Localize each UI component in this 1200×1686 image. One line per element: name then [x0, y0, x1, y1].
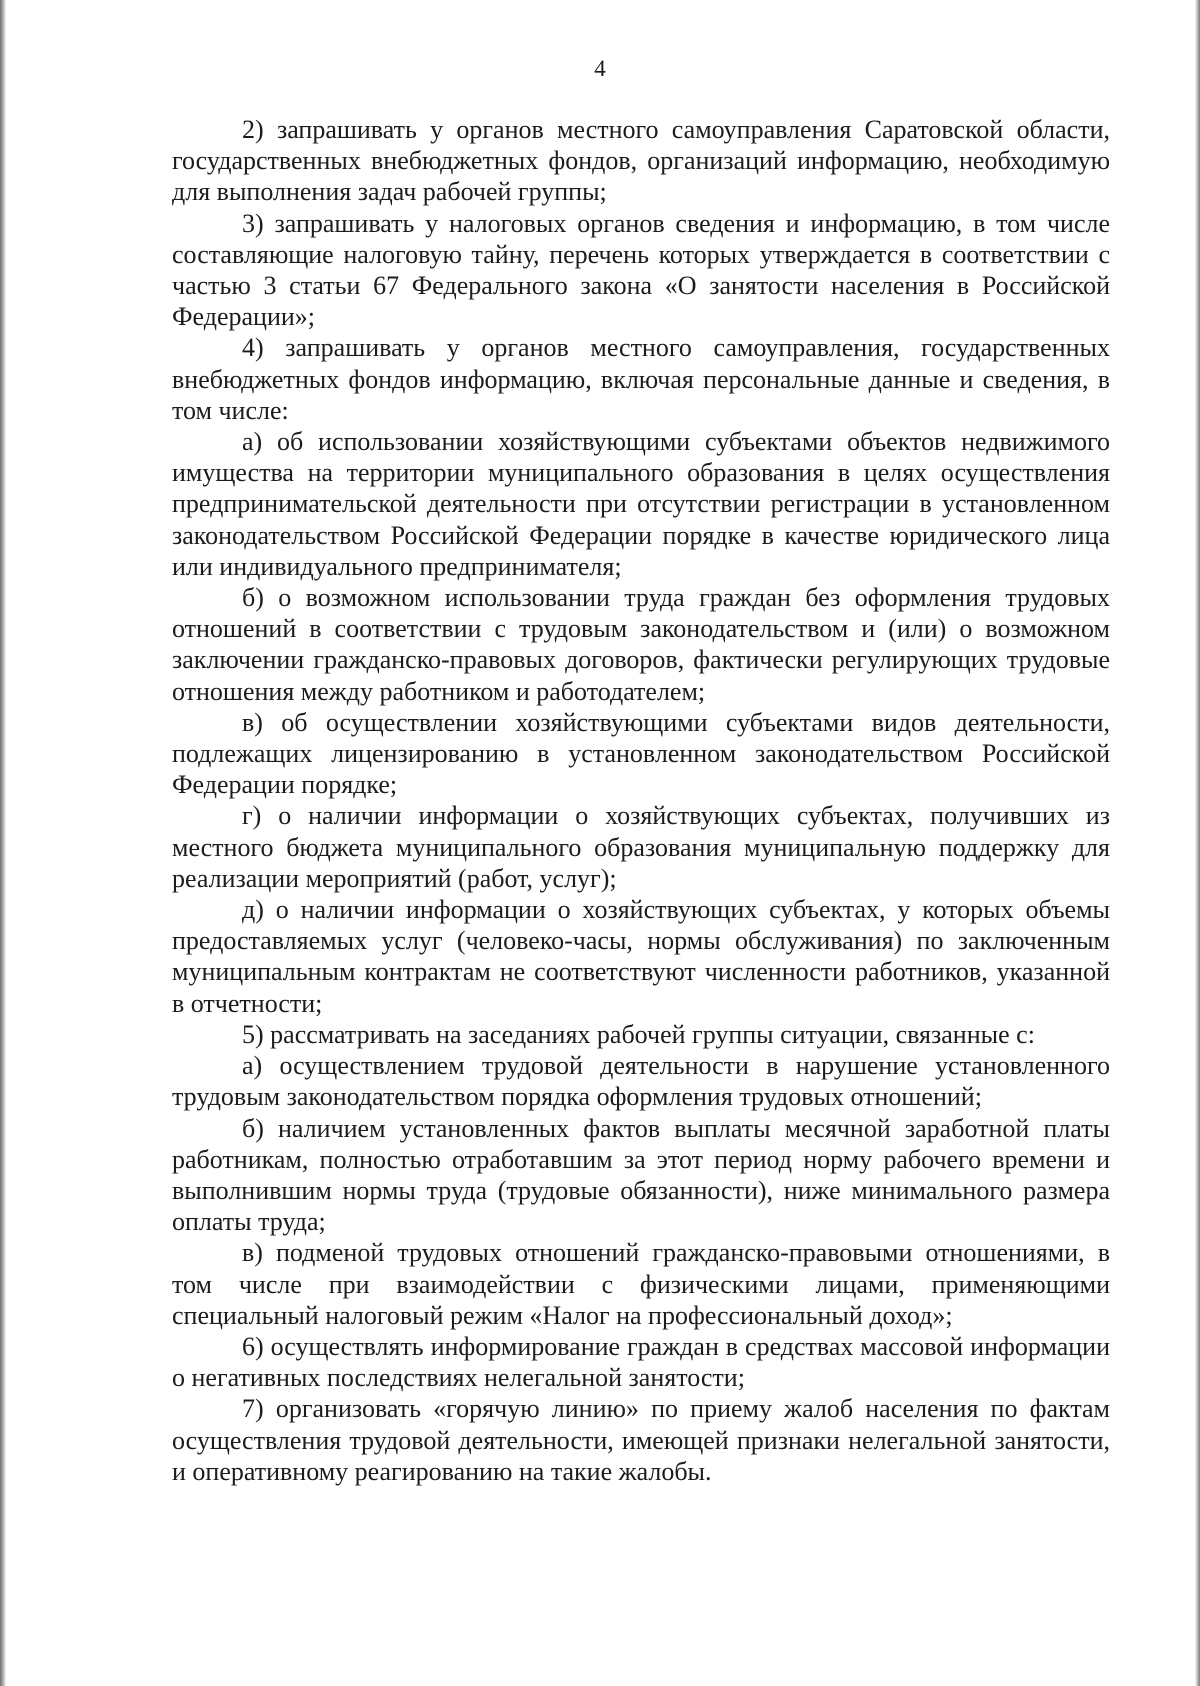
paragraph-item-2: 2) запрашивать у органов местного самоуправления Саратовской области, государственных внебюджетных фондов, организаций информацию, необходимую для выполнения задач рабочей группы;	[172, 115, 1110, 207]
paragraph-item-3: 3) запрашивать у налоговых органов сведения и информацию, в том числе составляющие налоговую тайну, перечень которых утверждается в соответствии с частью 3 статьи 67 Федерального закона «О занятости населения в Российской Федерации»;	[172, 208, 1110, 332]
paragraph-item-4: 4) запрашивать у органов местного самоуправления, государственных внебюджетных фондов информацию, включая персональные данные и сведения, в том числе:	[172, 333, 1110, 425]
paragraph-item-5a: а) осуществлением трудовой деятельности в нарушение установленного трудовым законодательством порядка оформления трудовых отношений;	[172, 1051, 1110, 1112]
paragraph-item-4g: г) о наличии информации о хозяйствующих субъектах, получивших из местного бюджета муниципального образования муниципальную поддержку для реализации мероприятий (работ, услуг);	[172, 801, 1110, 893]
scan-edge-left	[0, 0, 6, 1686]
paragraph-item-4a: а) об использовании хозяйствующими субъектами объектов недвижимого имущества на территории муниципального образования в целях осуществления предпринимательской деятельности при отсутствии регистрации в установленном законодательством Российской Федерации порядке в качестве юридического лица или индивидуального предпринимателя;	[172, 427, 1110, 581]
document-body	[172, 114, 1110, 1487]
paragraph-item-4d: д) о наличии информации о хозяйствующих субъектах, у которых объемы предоставляемых услуг (человеко-часы, нормы обслуживания) по заключенным муниципальным контрактам не соответствуют численности работников, указанной в отчетности;	[172, 895, 1110, 1018]
page-number: 4	[594, 56, 606, 81]
paragraph-item-5v: в) подменой трудовых отношений гражданско-правовыми отношениями, в том числе при взаимодействии с физическими лицами, применяющими специальный налоговый режим «Налог на профессиональный доход»;	[172, 1238, 1110, 1330]
paragraph-item-4v: в) об осуществлении хозяйствующими субъектами видов деятельности, подлежащих лицензированию в установленном законодательством Российской Федерации порядке;	[172, 707, 1110, 800]
paragraph-item-5b: б) наличием установленных фактов выплаты месячной заработной платы работникам, полностью отработавшим за этот период норму рабочего времени и выполнившим нормы труда (трудовые обязанности), ниже минимального размера оплаты труда;	[172, 1113, 1110, 1237]
paragraph-item-6: 6) осуществлять информирование граждан в средствах массовой информации о негативных последствиях нелегальной занятости;	[172, 1331, 1110, 1393]
paragraph-item-4b: б) о возможном использовании труда граждан без оформления трудовых отношений в соответствии с трудовым законодательством и (или) о возможном заключении гражданско-правовых договоров, фактически регулирующих трудовые отношения между работником и работодателем;	[172, 583, 1110, 706]
paragraph-item-7: 7) организовать «горячую линию» по приему жалоб населения по фактам осуществления трудовой деятельности, имеющей признаки нелегальной занятости, и оперативному реагированию на такие жалобы.	[172, 1394, 1110, 1486]
paragraph-item-5: 5) рассматривать на заседаниях рабочей группы ситуации, связанные с:	[242, 1019, 1035, 1049]
scan-edge-right	[1195, 0, 1200, 1686]
